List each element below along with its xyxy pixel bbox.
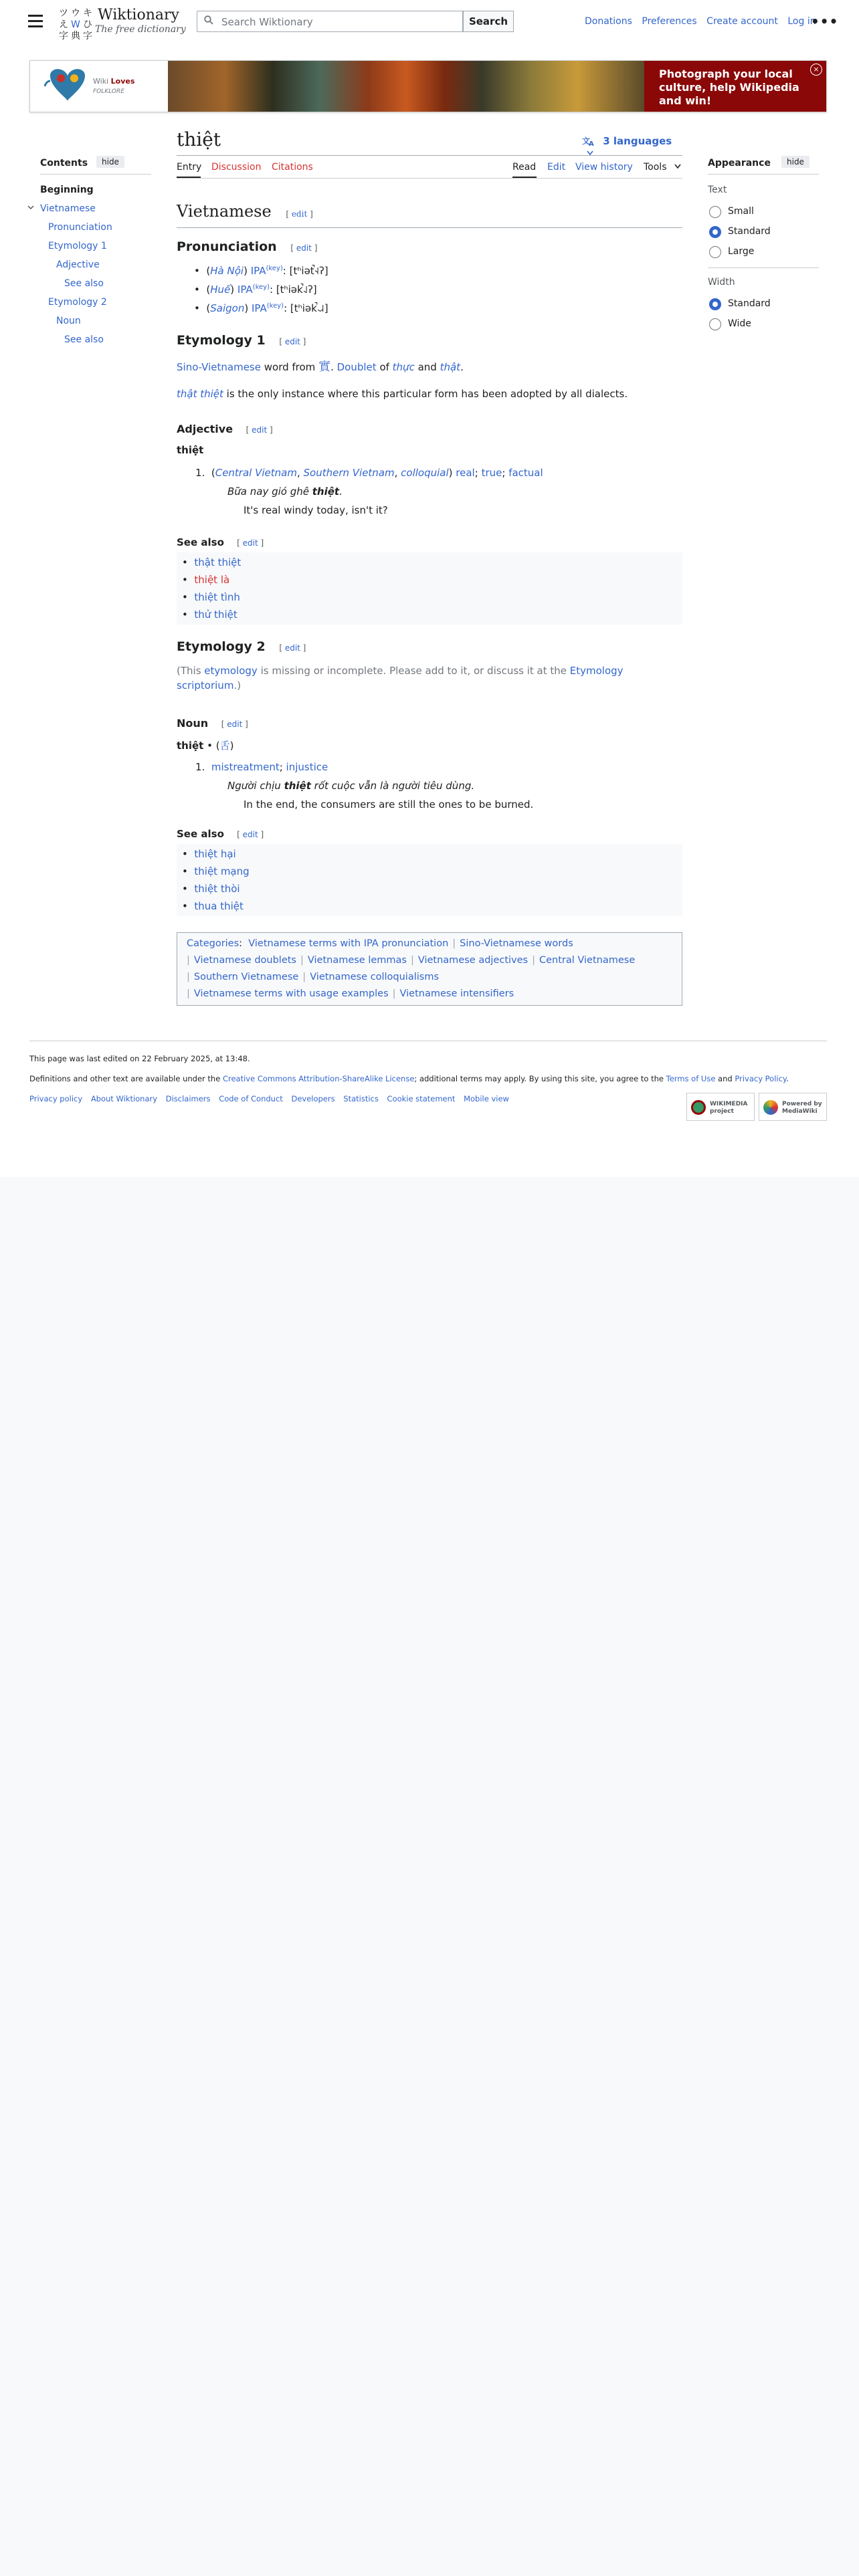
edit-section-link[interactable]: [ edit ] <box>237 830 264 839</box>
toc-hide-button[interactable]: hide <box>96 156 124 168</box>
categories-link[interactable]: Categories <box>187 938 240 949</box>
edit-link[interactable]: edit <box>227 720 243 729</box>
log-in-link[interactable]: Log in <box>787 16 816 27</box>
see-also-link[interactable]: thua thiệt <box>194 900 244 912</box>
tab-discussion[interactable]: Discussion <box>211 162 262 173</box>
search-form <box>197 11 515 33</box>
text: thiệt <box>312 486 340 498</box>
footer-link[interactable]: About Wiktionary <box>90 1094 158 1103</box>
svg-text:A: A <box>589 140 594 146</box>
tab-edit[interactable]: Edit <box>547 162 566 173</box>
personal-tools <box>585 16 823 27</box>
svg-text:典: 典 <box>71 31 80 41</box>
svg-text:キ: キ <box>83 8 92 19</box>
factual-link[interactable]: factual <box>508 467 543 479</box>
toc-item-etymology-2[interactable]: Etymology 2 <box>48 297 107 308</box>
edit-link[interactable]: edit <box>284 643 300 653</box>
svg-text:Wiki Loves: Wiki Loves <box>93 77 135 86</box>
svg-text:字: 字 <box>59 31 68 41</box>
last-edited-text: This page was last edited on 22 February 2025, at 13:48. <box>29 1054 250 1063</box>
edit-section-link[interactable]: [ edit ] <box>279 643 306 653</box>
category-link[interactable]: Vietnamese lemmas <box>307 955 407 966</box>
campaign-banner[interactable] <box>29 60 827 112</box>
tab-entry[interactable]: Entry <box>177 162 202 173</box>
svg-text:ウ: ウ <box>71 8 80 19</box>
text: and <box>715 1074 735 1083</box>
page-tabs <box>177 162 682 179</box>
appearance-hide-button[interactable]: hide <box>781 156 809 168</box>
edit-section-link[interactable]: [ edit ] <box>246 425 273 435</box>
mistreatment-link[interactable]: mistreatment <box>211 761 280 773</box>
text: , <box>296 467 304 479</box>
list-item: • thử thiệt <box>182 609 237 621</box>
toc-item-pronunciation[interactable]: Pronunciation <box>48 222 112 233</box>
adjective-definition: 1. (Central Vietnam, Southern Vietnam, colloquial) real; true; factual <box>195 467 543 479</box>
svg-text:文: 文 <box>582 136 591 146</box>
toc-heading: Contents <box>40 158 88 169</box>
edit-link[interactable]: edit <box>242 830 258 839</box>
privacy-link[interactable]: Privacy Policy <box>735 1074 787 1083</box>
ipa-link[interactable]: IPA <box>251 302 267 314</box>
page-surface <box>0 0 859 1177</box>
search-button[interactable]: Search <box>463 11 514 32</box>
han-character-link[interactable]: 舌 <box>219 740 230 752</box>
pron-item: • (Hà Nội) $IPA^{(key)}$: [tʰiət̚˧˨ʔ] <box>194 265 328 277</box>
see-also-link[interactable]: thiệt hại <box>194 848 236 860</box>
category-link[interactable]: Southern Vietnamese <box>193 972 299 982</box>
list-item: • thật thiệt <box>182 556 242 568</box>
adjective-example-translation: It's real windy today, isn't it? <box>244 504 388 516</box>
text: , <box>394 467 401 479</box>
donations-link[interactable]: Donations <box>585 16 632 27</box>
heading-text: Noun <box>177 717 209 730</box>
etymology-2-text <box>177 663 682 693</box>
heading-divider <box>177 227 682 228</box>
heading-noun <box>177 717 248 730</box>
edit-section-link[interactable]: [ edit ] <box>286 209 313 219</box>
heading-adjective <box>177 423 273 435</box>
edit-link[interactable]: edit <box>296 243 312 253</box>
ipa-key-link[interactable]: (key) <box>266 302 284 310</box>
appearance-panel <box>708 157 822 329</box>
noun-headword: thiệt • (舌) <box>177 740 234 752</box>
heading-text: Vietnamese <box>177 202 272 221</box>
edit-link[interactable]: edit <box>242 538 258 548</box>
edit-section-link[interactable]: [ edit ] <box>279 337 306 346</box>
text: ; <box>474 467 482 479</box>
central-vietnam-link[interactable]: Central Vietnam <box>215 467 297 479</box>
toc-item-vietnamese[interactable]: Vietnamese <box>40 203 96 214</box>
text: .) <box>233 679 242 691</box>
footer-links <box>29 1094 515 1103</box>
logo-title[interactable]: Wiktionary <box>98 7 179 23</box>
heading-text: See also <box>177 536 224 548</box>
search-icon <box>204 15 213 25</box>
language-count: 3 languages <box>603 135 672 147</box>
footer-link[interactable]: Code of Conduct <box>219 1094 283 1103</box>
mediawiki-badge[interactable] <box>759 1093 827 1121</box>
footer-link[interactable]: Developers <box>291 1094 335 1103</box>
category-link[interactable]: Vietnamese adjectives <box>417 955 529 966</box>
pron-item: • (Saigon) $IPA^{(key)}$: [tʰiək̚˨˩˨] <box>194 302 328 314</box>
etymology-1-text <box>177 360 464 374</box>
adjective-headword: thiệt <box>177 444 204 456</box>
list-item: • thiệt hại <box>182 848 236 860</box>
heading-vietnamese <box>177 202 313 221</box>
banner-photo <box>168 61 644 112</box>
text: of <box>376 361 393 373</box>
mediawiki-logo-icon <box>763 1100 778 1115</box>
footer-link[interactable]: Privacy policy <box>29 1094 83 1103</box>
see-also-link[interactable]: thiệt thòi <box>194 883 240 895</box>
badge-text: Powered by MediaWiki <box>782 1101 822 1115</box>
category-link[interactable]: Sino-Vietnamese words <box>460 938 573 949</box>
category-link[interactable]: Vietnamese terms with IPA pronunciation <box>248 938 449 949</box>
svg-text:え: え <box>59 19 68 30</box>
toc-item-see-also-1[interactable]: See also <box>64 278 104 289</box>
page-title: thiệt <box>177 128 221 150</box>
heading-text: Pronunciation <box>177 239 277 254</box>
terms-link[interactable]: Terms of Use <box>666 1074 716 1083</box>
ipa-key-link[interactable]: (key) <box>252 284 270 291</box>
region-link[interactable]: Hà Nội <box>210 265 244 277</box>
heading-etymology-1 <box>177 333 306 348</box>
toc-item-see-also-2[interactable]: See also <box>64 334 104 345</box>
list-item: • thiệt tình <box>182 591 240 603</box>
that-link[interactable]: thật <box>440 361 461 373</box>
list-item: • thua thiệt <box>182 900 244 912</box>
toc-divider <box>40 174 151 175</box>
category-link[interactable]: Vietnamese doublets <box>193 955 296 966</box>
see-also-link[interactable]: thật thiệt <box>194 556 242 568</box>
ipa-key-link[interactable]: (key) <box>266 265 283 272</box>
wiktionary-logo[interactable] <box>56 4 95 41</box>
pron-item: • (Huế) $IPA^{(key)}$: [tʰiək̚˨˩ʔ] <box>194 284 317 296</box>
ipa-value: [tʰiək̚˨˩ʔ] <box>276 284 317 296</box>
create-account-link[interactable]: Create account <box>706 16 778 27</box>
main-menu-icon[interactable] <box>28 15 43 28</box>
badge-text: WIKIMEDIA project <box>710 1101 748 1115</box>
ipa-link[interactable]: IPA <box>250 265 266 277</box>
tools-menu[interactable] <box>644 162 682 173</box>
see-also-link[interactable]: thiệt mạng <box>194 865 250 877</box>
edit-link[interactable]: edit <box>291 209 308 219</box>
text: is missing or incomplete. Please add to it, or discuss it at the <box>257 665 570 677</box>
text-size-standard-radio[interactable] <box>709 226 721 238</box>
appearance-heading: Appearance <box>708 158 771 169</box>
license-link[interactable]: Creative Commons Attribution-ShareAlike License <box>222 1074 415 1083</box>
close-icon[interactable]: × <box>810 64 822 76</box>
noun-definition: 1. mistreatment; injustice <box>195 761 328 773</box>
colloquial-link[interactable]: colloquial <box>401 467 449 479</box>
wikimedia-logo-icon <box>691 1100 706 1115</box>
wikimedia-badge[interactable] <box>686 1093 755 1121</box>
width-standard-radio[interactable] <box>709 298 721 310</box>
chevron-down-icon[interactable] <box>27 203 35 214</box>
text-size-large-radio[interactable] <box>709 246 721 258</box>
svg-text:ひ: ひ <box>83 19 92 30</box>
adjective-example <box>227 484 343 499</box>
southern-vietnam-link[interactable]: Southern Vietnam <box>303 467 395 479</box>
banner-logo <box>30 61 168 112</box>
text: ( <box>211 467 215 479</box>
preferences-link[interactable]: Preferences <box>642 16 697 27</box>
chevron-down-icon <box>674 163 682 170</box>
text: ) <box>448 467 456 479</box>
tools-label: Tools <box>644 162 667 173</box>
noun-example-translation: In the end, the consumers are still the ones to be burned. <box>244 798 534 811</box>
categories-line: | Vietnamese doublets | Vietnamese lemmas | Vietnamese adjectives | Central Vietnamese <box>187 955 636 966</box>
radio-label: Standard <box>728 226 771 237</box>
list-item: • thiệt là <box>182 574 230 586</box>
footer-link[interactable]: Disclaimers <box>165 1094 211 1103</box>
toc-item-noun[interactable]: Noun <box>56 316 81 326</box>
heading-text: See also <box>177 828 224 840</box>
category-link[interactable]: Vietnamese intensifiers <box>399 988 514 999</box>
text: . <box>786 1074 789 1083</box>
appearance-divider <box>708 267 819 268</box>
text: thiệt <box>284 780 311 792</box>
etymology-link[interactable]: etymology <box>204 665 258 677</box>
toc-item-beginning[interactable]: Beginning <box>40 185 94 195</box>
language-icon <box>582 136 595 146</box>
heading-etymology-2 <box>177 639 306 654</box>
see-also-list-2 <box>177 844 682 916</box>
radio-label: Standard <box>728 298 771 309</box>
han-character-link[interactable]: 實 <box>318 360 331 374</box>
heading-see-also-1 <box>177 536 264 548</box>
text: . <box>460 361 464 373</box>
svg-text:字: 字 <box>83 31 92 41</box>
text: . <box>339 486 343 498</box>
text: word from <box>260 361 319 373</box>
see-also-link[interactable]: thiệt tình <box>194 591 240 603</box>
text: ; additional terms may apply. By using this site, you agree to the <box>414 1074 666 1083</box>
svg-text:W: W <box>71 19 80 30</box>
see-also-link[interactable]: thử thiệt <box>194 609 237 621</box>
svg-text:FOLKLORE: FOLKLORE <box>93 88 124 95</box>
banner-text[interactable]: Photograph your local culture, help Wikipedia and win! <box>659 68 799 107</box>
text: ; <box>502 467 509 479</box>
tab-view-history[interactable]: View history <box>575 162 633 173</box>
text: Definitions and other text are available under the <box>29 1074 223 1083</box>
ipa-value: [tʰiət̚˧˨ʔ] <box>289 265 328 277</box>
logo-tagline: The free dictionary <box>95 24 186 35</box>
see-also-list-1 <box>177 552 682 625</box>
table-of-contents <box>40 157 161 345</box>
tabs-divider <box>177 178 682 179</box>
title-divider <box>177 155 682 156</box>
text: thiệt <box>177 740 204 752</box>
real-link[interactable]: real <box>456 467 475 479</box>
tab-read[interactable]: Read <box>512 162 537 173</box>
heading-pronunciation <box>177 239 317 254</box>
see-also-link[interactable]: thiệt là <box>194 574 230 586</box>
category-link[interactable]: Vietnamese colloquialisms <box>310 972 439 982</box>
search-input[interactable] <box>197 11 463 32</box>
width-wide-radio[interactable] <box>709 318 721 330</box>
text: Bữa nay gió ghê <box>227 486 312 498</box>
injustice-link[interactable]: injustice <box>286 761 328 773</box>
heading-text: Adjective <box>177 423 233 435</box>
edit-section-link[interactable]: [ edit ] <box>290 243 318 253</box>
heading-text: Etymology 2 <box>177 639 266 654</box>
more-options-icon[interactable]: ••• <box>811 13 839 29</box>
edit-section-link[interactable]: [ edit ] <box>221 720 248 729</box>
categories-line: | Vietnamese terms with usage examples | Vietnamese intensifiers <box>187 988 514 999</box>
toc-item-etymology-1[interactable]: Etymology 1 <box>48 241 107 251</box>
text: . <box>330 361 337 373</box>
text-size-small-radio[interactable] <box>709 206 721 218</box>
width-label: Width <box>708 277 735 288</box>
list-item: • thiệt thòi <box>182 883 240 895</box>
ipa-value: [tʰiək̚˨˩˨] <box>290 302 328 314</box>
etymology-1-note <box>177 387 628 401</box>
appearance-divider <box>708 174 819 175</box>
heading-see-also-2 <box>177 828 264 840</box>
text: and <box>414 361 440 373</box>
footer-link[interactable]: Mobile view <box>464 1094 509 1103</box>
sino-vietnamese-link[interactable]: Sino-Vietnamese <box>177 361 261 373</box>
noun-example <box>227 778 474 793</box>
that-thiet-link[interactable]: thật thiệt <box>177 388 223 400</box>
radio-label: Small <box>728 206 754 217</box>
edit-link[interactable]: edit <box>252 425 268 435</box>
categories-line: Categories: Vietnamese terms with IPA pronunciation | Sino-Vietnamese words <box>187 938 573 949</box>
tab-citations[interactable]: Citations <box>272 162 313 173</box>
text: is the only instance where this particular form has been adopted by all dialects. <box>223 388 628 400</box>
search-placeholder: Search Wiktionary <box>221 16 313 28</box>
thuc-link[interactable]: thực <box>392 361 415 373</box>
etymology-scriptorium-link[interactable]: Etymology scriptorium <box>177 665 624 691</box>
list-item: • thiệt mạng <box>182 865 250 877</box>
region-link[interactable]: Saigon <box>210 302 245 314</box>
toc-item-adjective[interactable]: Adjective <box>56 259 100 270</box>
edit-link[interactable]: edit <box>284 337 300 346</box>
region-link[interactable]: Huế <box>210 284 231 296</box>
radio-label: Wide <box>728 318 751 329</box>
ipa-link[interactable]: IPA <box>237 284 253 296</box>
text-size-label: Text <box>708 185 727 195</box>
edit-section-link[interactable]: [ edit ] <box>237 538 264 548</box>
heading-text: Etymology 1 <box>177 333 266 348</box>
text: rốt cuộc vẫn là người tiêu dùng. <box>310 780 475 792</box>
footer-link[interactable]: Cookie statement <box>387 1094 456 1103</box>
radio-label: Large <box>728 246 755 257</box>
doublet-link[interactable]: Doublet <box>337 361 377 373</box>
license-text <box>29 1074 789 1083</box>
svg-text:ツ: ツ <box>59 8 68 19</box>
footer-link[interactable]: Statistics <box>343 1094 379 1103</box>
text: (This <box>177 665 205 677</box>
text: ; <box>279 761 286 773</box>
text: Người chịu <box>227 780 284 792</box>
true-link[interactable]: true <box>481 467 502 479</box>
categories-line: | Southern Vietnamese | Vietnamese colloquialisms <box>187 972 439 982</box>
category-link[interactable]: Central Vietnamese <box>539 955 636 966</box>
categories-box <box>177 932 682 1006</box>
category-link[interactable]: Vietnamese terms with usage examples <box>193 988 389 999</box>
